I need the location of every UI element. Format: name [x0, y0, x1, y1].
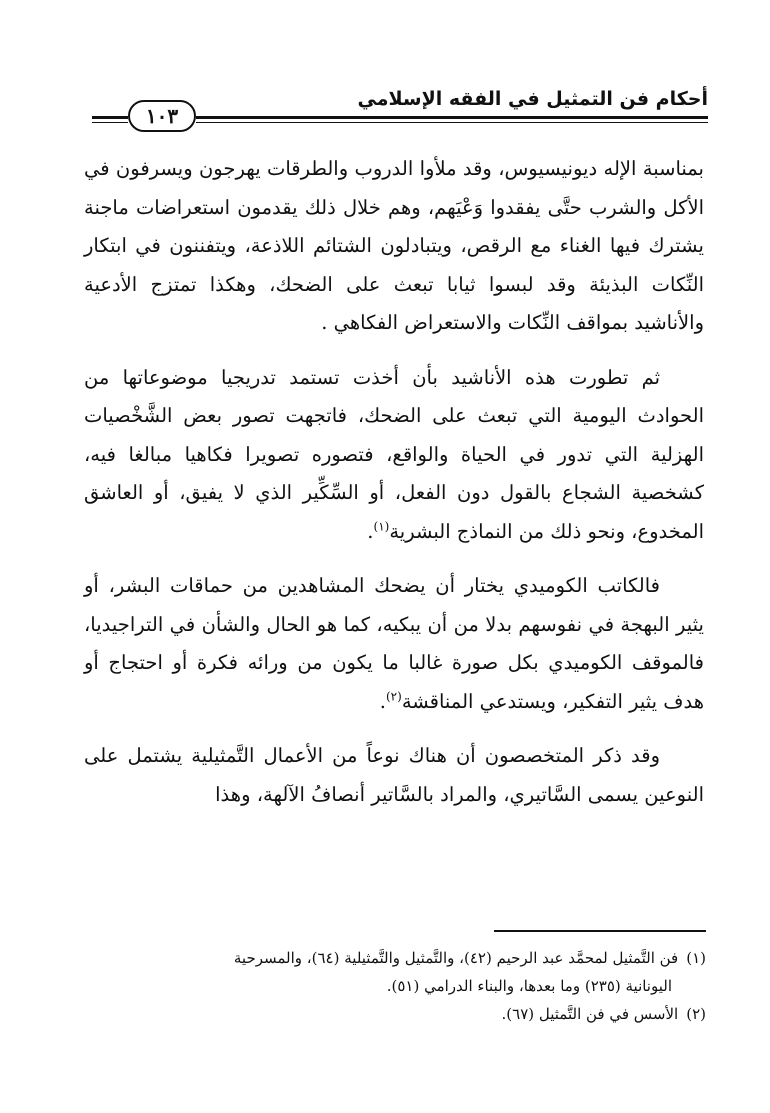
paragraph-3 — [84, 567, 704, 721]
header-rule — [196, 116, 708, 119]
paragraph-2 — [84, 359, 704, 552]
body-text — [84, 150, 704, 830]
footnote-1-number: (١) — [686, 949, 706, 967]
footnote-1 — [84, 944, 706, 972]
paragraph-2-text: ثم تطورت هذه الأناشيد بأن أخذت تستمد تدريجيا موضوعاتها من الحوادث اليومية التي تبعث على الضحك، فاتجهت تصور بعض الشَّخْصيات الهزلية التي تدور في الحياة والواقع، فتصوره تصويرا فكاهيا مبالغا فيه، كشخصية الشجاع بالقول دون الفعل، أو السِّكِّير الذي لا يفيق، أو العاشق المخدوع، ونحو ذلك من النماذج البشرية — [84, 365, 704, 543]
footnote-separator — [494, 930, 706, 932]
footnote-1-line-1: فن التَّمثيل لمحمَّد عبد الرحيم (٤٢)، والتَّمثيل والتَّمثيلية (٦٤)، والمسرحية — [233, 949, 679, 967]
footnote-2-number: (٢) — [686, 1005, 706, 1023]
page-number: ١٠٣ — [128, 100, 196, 132]
footnote-2-line-1: الأسس في فن التَّمثيل (٦٧). — [501, 1005, 679, 1023]
footnote-2 — [84, 1000, 706, 1028]
footnote-ref-1: (١) — [373, 519, 390, 533]
running-title: أحكام فن التمثيل في الفقه الإسلامي — [357, 88, 708, 110]
footnotes — [84, 944, 706, 1028]
footnote-ref-2: (٢) — [385, 689, 402, 703]
paragraph-3-text: فالكاتب الكوميدي يختار أن يضحك المشاهدين من حماقات البشر، أو يثير البهجة في نفوسهم بدلا من أن يبكيه، كما هو الحال والشأن في التراجيديا، فالموقف الكوميدي بكل صورة غالبا ما يكون من ورائه فكرة أو احتجاج أو هدف يثير التفكير، ويستدعي المناقشة — [84, 574, 704, 713]
header-rule-left — [92, 116, 128, 119]
paragraph-3-end: . — [379, 689, 386, 713]
paragraph-1: بمناسبة الإله ديونيسيوس، وقد ملأوا الدروب والطرقات يهرجون ويسرفون في الأكل والشرب حتَّى يفقدوا وَعْيَهم، وهم خلال ذلك يقدمون استعراضات ماجنة يشترك فيها الغناء مع الرقص، ويتبادلون الشتائم اللاذعة، ويتفننون في ابتكار النِّكات البذيئة وقد لبسوا ثيابا تبعث على الضحك، وهكذا تمتزج الأدعية والأناشيد بمواقف النِّكات والاستعراض الفكاهي . — [84, 157, 704, 334]
paragraph-4: وقد ذكر المتخصصون أن هناك نوعاً من الأعمال التَّمثيلية يشتمل على النوعين يسمى السَّاتيري، والمراد بالسَّاتير أنصافُ الآلهة، وهذا — [84, 744, 704, 806]
paragraph-2-end: . — [367, 519, 374, 543]
footnote-1-continuation: اليونانية (٢٣٥) وما بعدها، والبناء الدرامي (٥١). — [386, 977, 672, 995]
